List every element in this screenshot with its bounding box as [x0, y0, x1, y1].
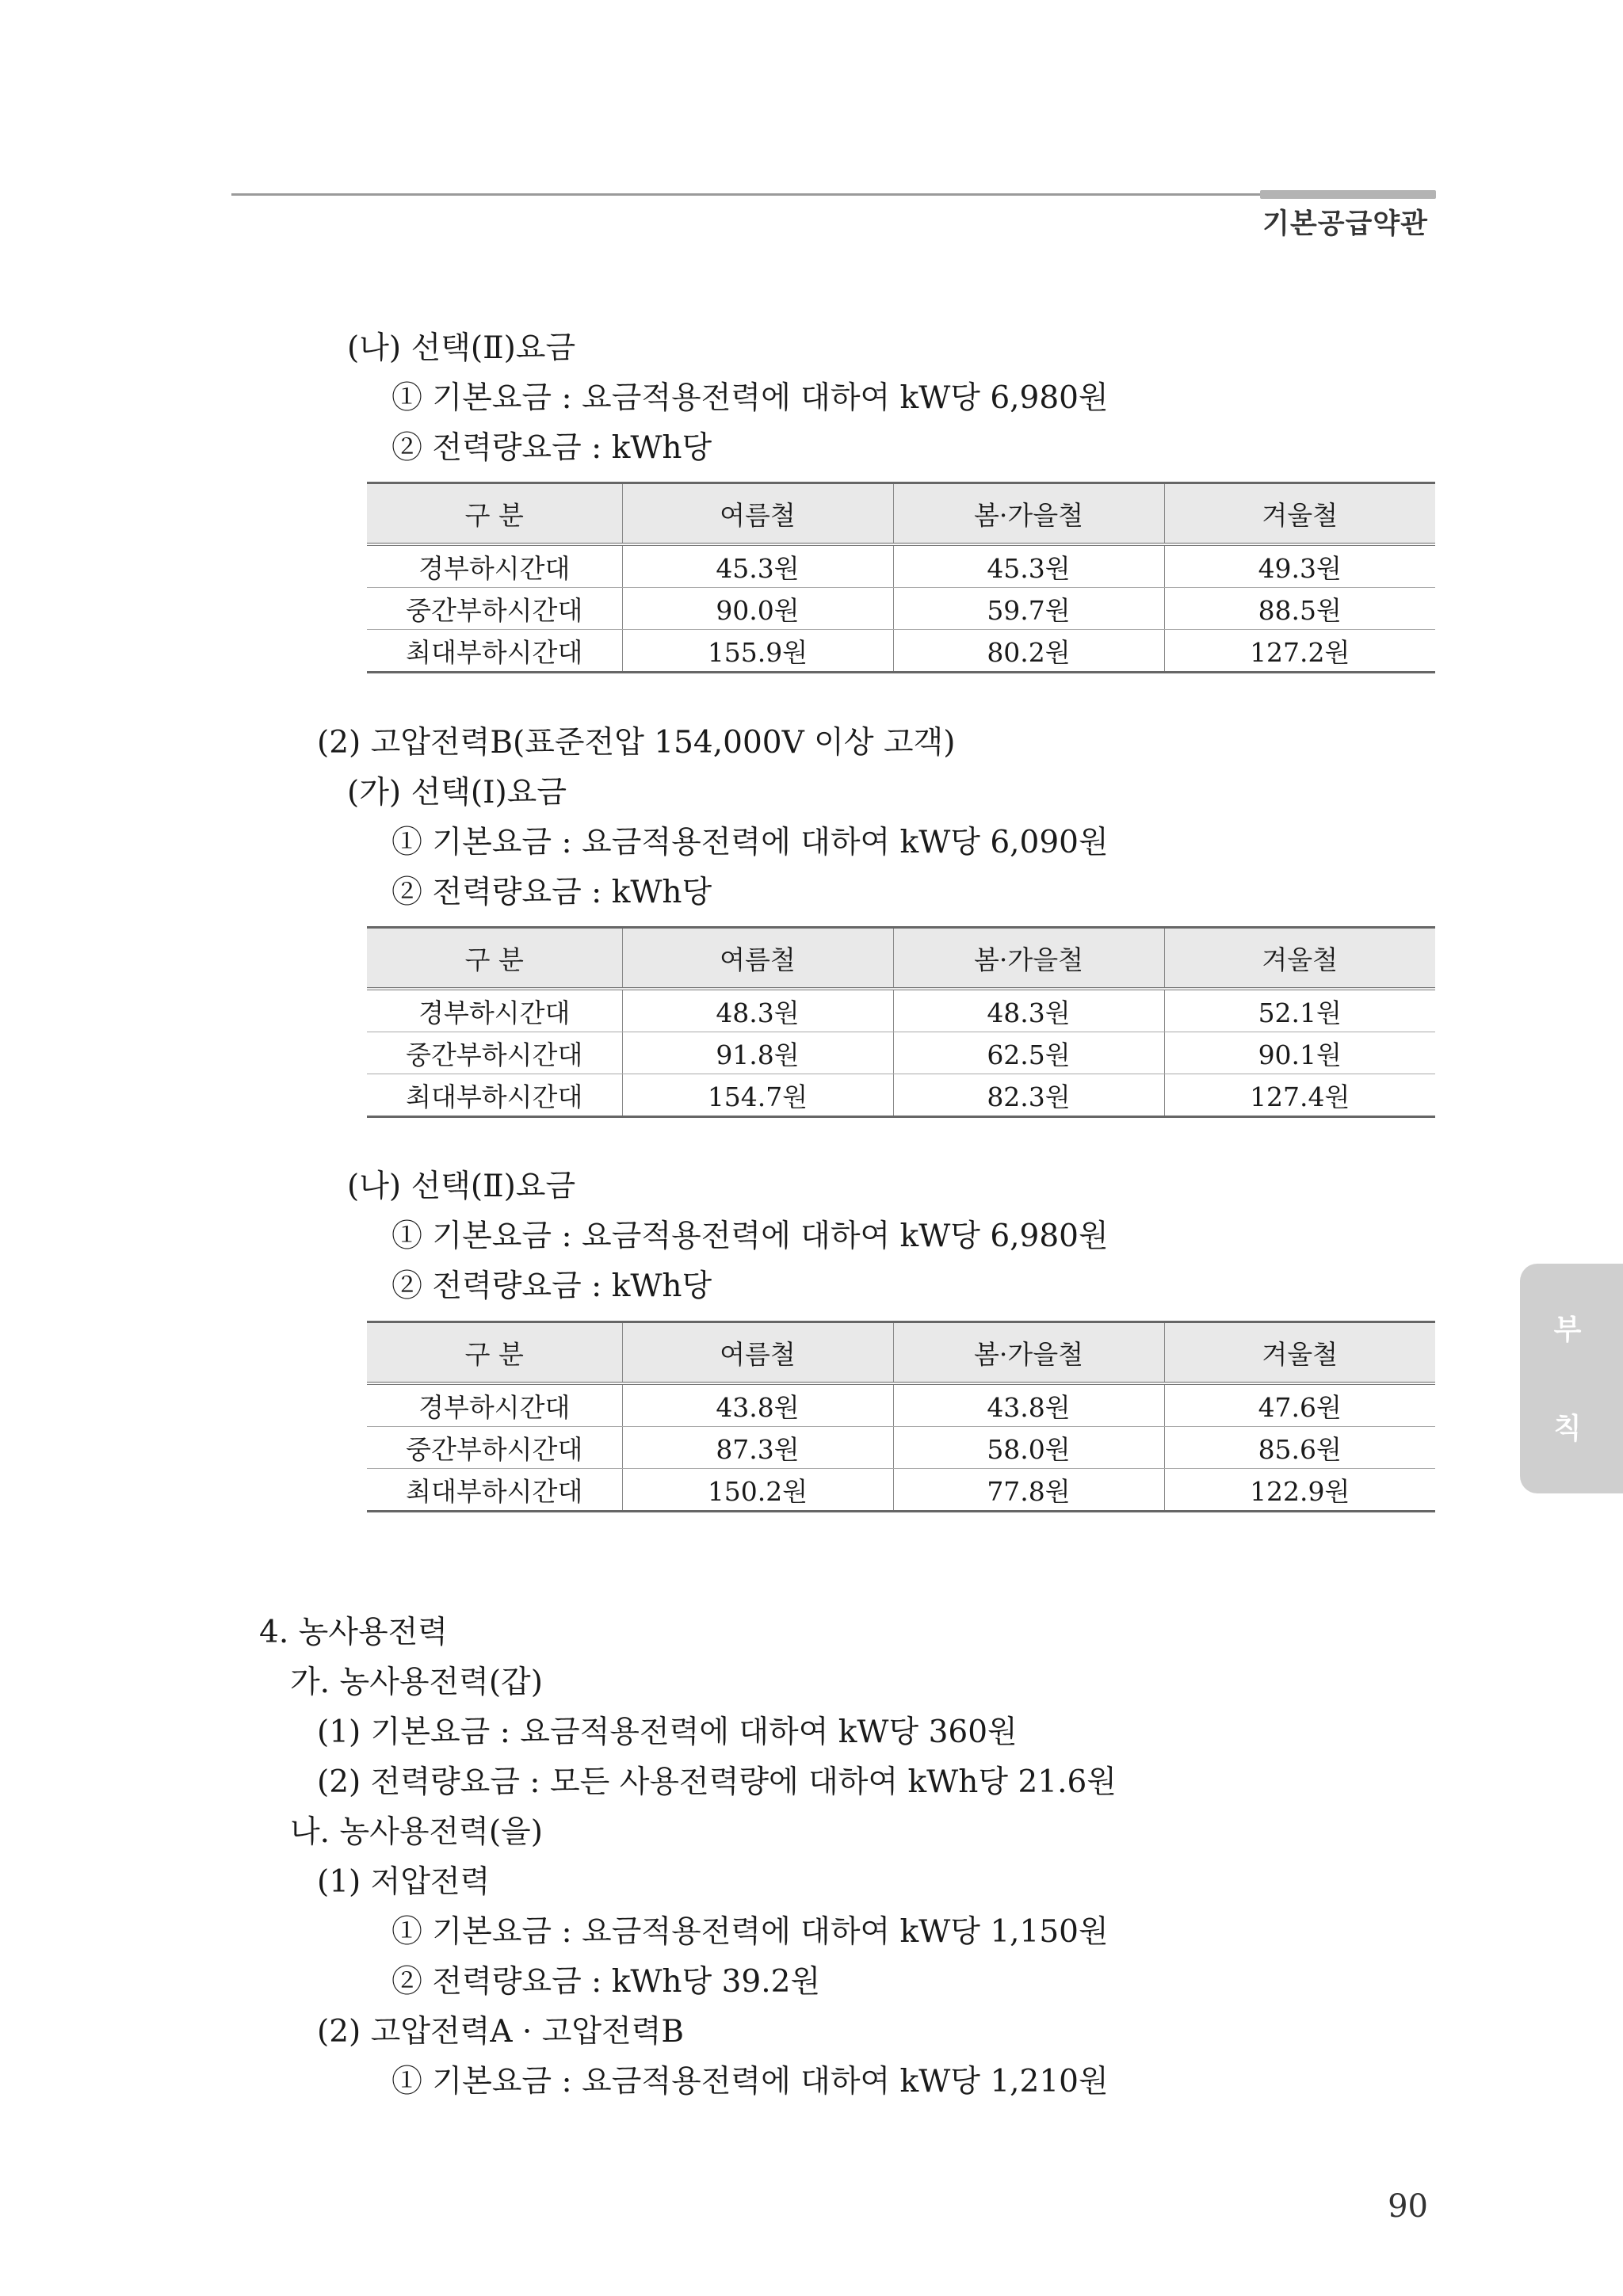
col-header-winter: 겨울철: [1164, 928, 1435, 990]
col-header-winter: 겨울철: [1164, 483, 1435, 545]
table-row: [367, 1074, 1435, 1117]
page-number: 90: [1388, 2188, 1428, 2225]
cell-summer: 150.2원: [622, 1469, 893, 1512]
col-header-summer: 여름철: [622, 483, 893, 545]
col-header-spring-fall: 봄·가을철: [893, 1322, 1164, 1384]
header-tab-marker: [1260, 190, 1436, 199]
table-row: [367, 630, 1435, 673]
sec-d-title: 4. 농사용전력: [259, 1615, 448, 1650]
cell-summer: 45.3원: [622, 544, 893, 588]
col-header-summer: 여름철: [622, 1322, 893, 1384]
sec-d-ga-2: (2) 전력량요금 : 모든 사용전력량에 대하여 kWh당 21.6원: [317, 1764, 1117, 1800]
col-header-division: 구 분: [367, 483, 622, 545]
sec-b-heading: (가) 선택(Ⅰ)요금: [347, 775, 567, 810]
table-row: [367, 1383, 1435, 1427]
header-rule: [231, 193, 1436, 196]
sec-d-na-1: (1) 저압전력: [317, 1864, 491, 1900]
row-label: 최대부하시간대: [367, 1074, 622, 1117]
cell-spring-fall: 59.7원: [893, 588, 1164, 630]
side-tab-char-2: 칙: [1553, 1413, 1582, 1445]
appendix-side-tab: [1520, 1264, 1623, 1493]
sec-b-item1: ① 기본요금 : 요금적용전력에 대하여 kW당 6,090원: [391, 825, 1109, 860]
col-header-summer: 여름철: [622, 928, 893, 990]
cell-summer: 90.0원: [622, 588, 893, 630]
sec-c-item1: ① 기본요금 : 요금적용전력에 대하여 kW당 6,980원: [391, 1219, 1109, 1254]
sec-b-item2: ② 전력량요금 : kWh당: [391, 875, 712, 910]
row-label: 중간부하시간대: [367, 1427, 622, 1469]
cell-spring-fall: 77.8원: [893, 1469, 1164, 1512]
cell-summer: 91.8원: [622, 1032, 893, 1074]
sec-d-ga-1: (1) 기본요금 : 요금적용전력에 대하여 kW당 360원: [317, 1714, 1018, 1750]
cell-spring-fall: 80.2원: [893, 630, 1164, 673]
cell-summer: 155.9원: [622, 630, 893, 673]
side-tab-char-1: 부: [1553, 1314, 1582, 1346]
cell-summer: 87.3원: [622, 1427, 893, 1469]
sec-d-na-1-a: ① 기본요금 : 요금적용전력에 대하여 kW당 1,150원: [391, 1914, 1109, 1950]
col-header-winter: 겨울철: [1164, 1322, 1435, 1384]
table-row: [367, 588, 1435, 630]
sec-a-item2: ② 전력량요금 : kWh당: [391, 430, 712, 466]
cell-winter: 52.1원: [1164, 989, 1435, 1032]
sec-d-ga: 가. 농사용전력(갑): [290, 1665, 543, 1700]
sec-d-na-2: (2) 고압전력A · 고압전력B: [317, 2014, 685, 2050]
col-header-spring-fall: 봄·가을철: [893, 483, 1164, 545]
sec-a-heading: (나) 선택(Ⅱ)요금: [347, 330, 576, 366]
table-row: [367, 1469, 1435, 1512]
cell-spring-fall: 43.8원: [893, 1383, 1164, 1427]
row-label: 중간부하시간대: [367, 588, 622, 630]
cell-winter: 127.2원: [1164, 630, 1435, 673]
sec-d-na: 나. 농사용전력(을): [290, 1814, 543, 1850]
cell-spring-fall: 82.3원: [893, 1074, 1164, 1117]
row-label: 경부하시간대: [367, 544, 622, 588]
row-label: 경부하시간대: [367, 1383, 622, 1427]
row-label: 최대부하시간대: [367, 630, 622, 673]
row-label: 중간부하시간대: [367, 1032, 622, 1074]
cell-summer: 154.7원: [622, 1074, 893, 1117]
table-row: [367, 1032, 1435, 1074]
cell-spring-fall: 48.3원: [893, 989, 1164, 1032]
table-row: [367, 989, 1435, 1032]
cell-winter: 122.9원: [1164, 1469, 1435, 1512]
table-header-row: [367, 483, 1435, 545]
cell-winter: 127.4원: [1164, 1074, 1435, 1117]
cell-winter: 85.6원: [1164, 1427, 1435, 1469]
sec-c-item2: ② 전력량요금 : kWh당: [391, 1268, 712, 1304]
sec-a-item1: ① 기본요금 : 요금적용전력에 대하여 kW당 6,980원: [391, 380, 1109, 416]
table-header-row: [367, 1322, 1435, 1384]
cell-summer: 43.8원: [622, 1383, 893, 1427]
cell-winter: 47.6원: [1164, 1383, 1435, 1427]
cell-spring-fall: 58.0원: [893, 1427, 1164, 1469]
header-title: 기본공급약관: [1262, 208, 1428, 240]
cell-winter: 88.5원: [1164, 588, 1435, 630]
rate-table-c: [367, 1321, 1435, 1512]
cell-spring-fall: 62.5원: [893, 1032, 1164, 1074]
col-header-division: 구 분: [367, 928, 622, 990]
sec-d-na-2-a: ① 기본요금 : 요금적용전력에 대하여 kW당 1,210원: [391, 2064, 1109, 2100]
cell-winter: 49.3원: [1164, 544, 1435, 588]
rate-table-a: [367, 482, 1435, 673]
col-header-division: 구 분: [367, 1322, 622, 1384]
table-header-row: [367, 928, 1435, 990]
table-row: [367, 1427, 1435, 1469]
row-label: 경부하시간대: [367, 989, 622, 1032]
row-label: 최대부하시간대: [367, 1469, 622, 1512]
sec-d-na-1-b: ② 전력량요금 : kWh당 39.2원: [391, 1964, 821, 2000]
cell-summer: 48.3원: [622, 989, 893, 1032]
col-header-spring-fall: 봄·가을철: [893, 928, 1164, 990]
table-row: [367, 544, 1435, 588]
sec-c-heading: (나) 선택(Ⅱ)요금: [347, 1169, 576, 1204]
sec-b-title: (2) 고압전력B(표준전압 154,000V 이상 고객): [317, 725, 956, 761]
cell-spring-fall: 45.3원: [893, 544, 1164, 588]
rate-table-b: [367, 926, 1435, 1118]
cell-winter: 90.1원: [1164, 1032, 1435, 1074]
